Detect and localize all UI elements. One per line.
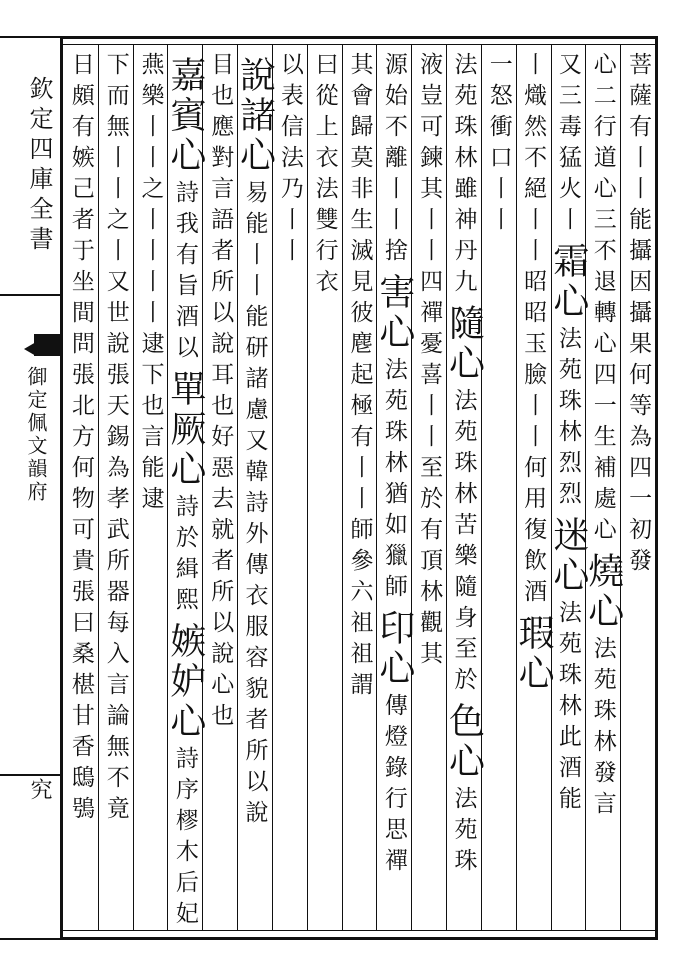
entry-text: 傳燈錄行思禪 — [380, 693, 407, 879]
margin-book-title: 御定佩文韻府 — [24, 366, 48, 504]
text-column — [63, 44, 98, 932]
headword: 單厥心 — [164, 370, 206, 490]
headword: 色心 — [443, 702, 485, 782]
entry-text: 其會歸莫非生滅 — [346, 52, 373, 269]
column-text — [582, 52, 624, 822]
column-rule — [516, 44, 517, 930]
column-text — [513, 52, 555, 698]
column-rule — [237, 44, 238, 930]
text-column — [202, 44, 237, 932]
entry-text: 丨熾然不絕 — [520, 52, 547, 207]
column-text — [313, 52, 336, 300]
headword: 隨心 — [443, 304, 485, 384]
margin-page-number: 究 — [27, 778, 52, 800]
column-text — [234, 52, 276, 831]
column-rule — [307, 44, 308, 930]
entry-text: 液豈可鍊其丨丨 — [416, 52, 443, 269]
entry-text: 法苑珠 — [450, 786, 477, 879]
entry-text: 又三毒猛火丨 — [554, 52, 581, 238]
column-rule — [133, 44, 134, 930]
column-text — [416, 52, 443, 672]
entry-text: 以表信法乃丨丨 — [276, 52, 303, 269]
column-text — [346, 52, 373, 703]
headword: 嘉賓心 — [164, 56, 206, 176]
entry-text: 詩序樛木后妃 — [171, 746, 198, 932]
text-column — [582, 44, 624, 932]
entry-text: 丨丨何用復飲酒 — [520, 393, 547, 610]
text-column — [307, 44, 342, 932]
text-column — [98, 44, 133, 932]
column-text — [139, 52, 162, 517]
headword: 印心 — [373, 609, 415, 689]
column-rule — [98, 44, 99, 930]
page-margin — [0, 36, 60, 940]
entry-text: 逮下也言能逮 — [137, 331, 164, 517]
text-column — [342, 44, 377, 932]
column-rule — [167, 44, 168, 930]
column-text — [487, 52, 510, 238]
entry-text: 心二行道心三不退轉心四一生補處心 — [589, 52, 616, 548]
column-text — [443, 52, 485, 879]
entry-text: 源始不離丨丨捨 — [380, 52, 407, 269]
entry-text: 丨丨昭昭玉臉 — [520, 207, 547, 393]
column-text — [278, 52, 301, 269]
column-text — [207, 52, 234, 734]
column-rule — [446, 44, 447, 930]
headword: 霜心 — [547, 242, 589, 322]
entry-text: 菩薩有丨丨能攝因攝果何等為四一初發 — [625, 52, 652, 579]
headword: 迷心 — [547, 516, 589, 596]
entry-text: 四禪憂喜丨丨至於有頂 — [416, 269, 443, 579]
margin-rule — [0, 294, 60, 296]
headword: 說諸心 — [234, 56, 276, 176]
margin-top-rule — [0, 36, 60, 38]
entry-text: 法苑珠林烈烈 — [554, 326, 581, 512]
text-column — [234, 44, 276, 932]
entry-text: 法苑珠林此酒能 — [554, 600, 581, 817]
entry-text: 師參六祖祖謂 — [346, 517, 373, 703]
entry-text: 一怒衝口丨丨 — [485, 52, 512, 238]
headword: 瑕心 — [513, 614, 555, 694]
text-column — [133, 44, 168, 932]
entry-text: 燕樂丨丨之丨 — [137, 52, 164, 238]
entry-text: 下而無丨丨之丨又世說張天錫為孝武所器每入言論無不竟 — [102, 52, 129, 827]
entry-text: 曰從上衣法雙行衣 — [311, 52, 338, 300]
text-column — [481, 44, 516, 932]
headword: 害心 — [373, 273, 415, 353]
headword: 燒心 — [582, 552, 624, 632]
entry-text: 林觀其 — [416, 579, 443, 672]
entry-text: 法苑珠林發言 — [589, 636, 616, 822]
headword: 嫉妒心 — [164, 622, 206, 742]
column-rule — [376, 44, 377, 930]
entry-text: 丨丨丨 — [137, 238, 164, 331]
text-column — [373, 44, 415, 932]
text-column — [411, 44, 446, 932]
margin-title: 欽定四庫全書 — [25, 76, 53, 256]
fishtail-mark-icon — [34, 334, 60, 356]
entry-text: 詩於緝熙 — [171, 494, 198, 618]
text-column — [513, 44, 555, 932]
column-text — [104, 52, 127, 827]
entry-text: 詩我有旨酒以 — [171, 180, 198, 366]
text-column — [620, 44, 655, 932]
column-rule — [342, 44, 343, 930]
entry-text: 法苑珠林雖神丹九 — [450, 52, 477, 300]
entry-text: 日頗有嫉己者于坐間問張北方何物可貴張曰桑椹甘香鴟鴞 — [67, 52, 94, 827]
column-text — [373, 52, 415, 879]
text-column — [164, 44, 206, 932]
column-text — [547, 52, 589, 817]
entry-text: 見彼麀起極有丨丨 — [346, 269, 373, 517]
margin-bottom-rule — [0, 938, 60, 940]
entry-text: 易能丨丨能研諸慮又韓詩外傳衣服容貌者所以說 — [241, 180, 268, 831]
entry-text: 法苑珠林猶如獵師 — [380, 357, 407, 605]
entry-text: 法苑珠林苦樂隨身至於 — [450, 388, 477, 698]
text-column — [272, 44, 307, 932]
margin-rule — [0, 774, 60, 776]
text-column — [443, 44, 485, 932]
column-text — [625, 52, 652, 579]
text-column — [547, 44, 589, 932]
column-text — [69, 52, 92, 827]
entry-text: 目也應對言語者所以說耳也好惡去就者所以說心也 — [207, 52, 234, 734]
column-text — [164, 52, 206, 932]
